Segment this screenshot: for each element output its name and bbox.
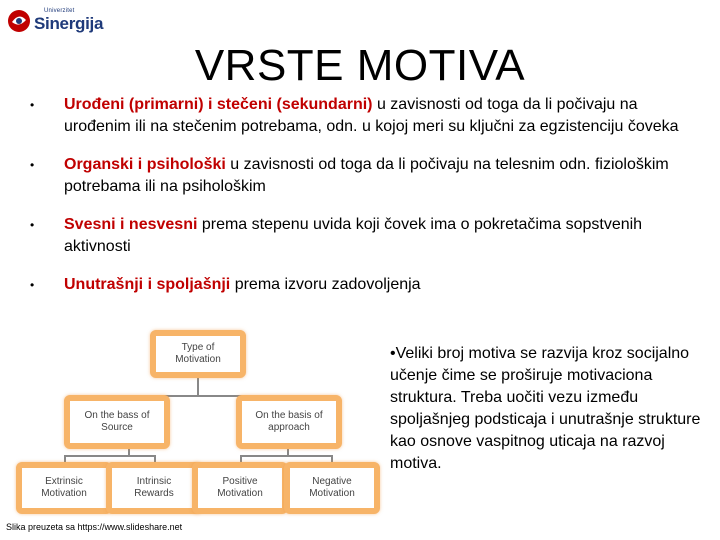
bullet-highlight: Organski i psihološki [64,156,226,173]
side-note: •Veliki broj motiva se razvija kroz socijalno učenje čime se proširuje motivaciona struktura. Treba uočiti vezu između spoljašnjeg podsticaja i unutrašnje strukture kao osnove vaspitnog uticaja na razvoj motiva. [390,345,701,472]
diagram-approach-node [236,395,342,449]
diagram-node-label: Positive Motivation [217,476,263,499]
bullet-marker: • [30,278,35,292]
diagram-node-label: Type of Motivation [175,342,221,365]
diagram-source-node [64,395,170,449]
bullet-text: u zavisnosti od toga da li počivaju na telesnim odn. fiziološkim potrebama ili na psihološkim [64,156,669,195]
bullet-marker: • [30,98,35,112]
bullet-marker: • [30,218,35,232]
logo-name: Sinergija [34,14,104,33]
bullet-highlight: Unutrašnji i spoljašnji [64,276,231,293]
connector-line [240,455,332,457]
bullet-highlight: Svesni i nesvesni [64,216,198,233]
diagram-leaf-node [284,462,380,514]
bullet-highlight: Urođeni (primarni) i stečeni (sekundarni) [64,96,373,113]
diagram-node-label: Extrinsic Motivation [41,476,87,499]
diagram-node-label: Intrinsic Rewards [134,476,174,499]
bullet-item [30,214,690,258]
university-logo [6,6,104,36]
image-credit: Slika preuzeta sa https://www.slideshare.net [6,522,183,532]
diagram-node-label: On the bass of Source [84,410,150,433]
bullet-text: prema izvoru zadovoljenja [230,276,421,293]
diagram-root-node [150,330,246,378]
diagram-node-label: Negative Motivation [309,476,355,499]
bullet-marker: • [30,158,35,172]
logo-subtitle: Univerzitet [44,8,75,14]
diagram-leaf-node [16,462,112,514]
diagram-leaf-node [106,462,202,514]
bullet-list [30,94,690,312]
diagram-node-label: On the basis of approach [255,410,323,433]
bullet-text: u zavisnosti od toga da li počivaju na urođenim ili na stečenim potrebama, odn. u kojoj meri su ključni za egzistenciju čoveka [64,96,679,135]
bullet-item [30,274,690,296]
motivation-type-diagram [0,328,380,540]
bullet-item [30,94,690,138]
slide-title: VRSTE MOTIVA [194,41,526,90]
connector-line [64,455,156,457]
bullet-text: prema stepenu uvida koji čovek ima o pokretačima sopstvenih aktivnosti [64,216,643,255]
sinergija-logo-icon [6,8,32,34]
diagram-leaf-node [192,462,288,514]
connector-line [197,376,199,396]
bullet-item [30,154,690,198]
